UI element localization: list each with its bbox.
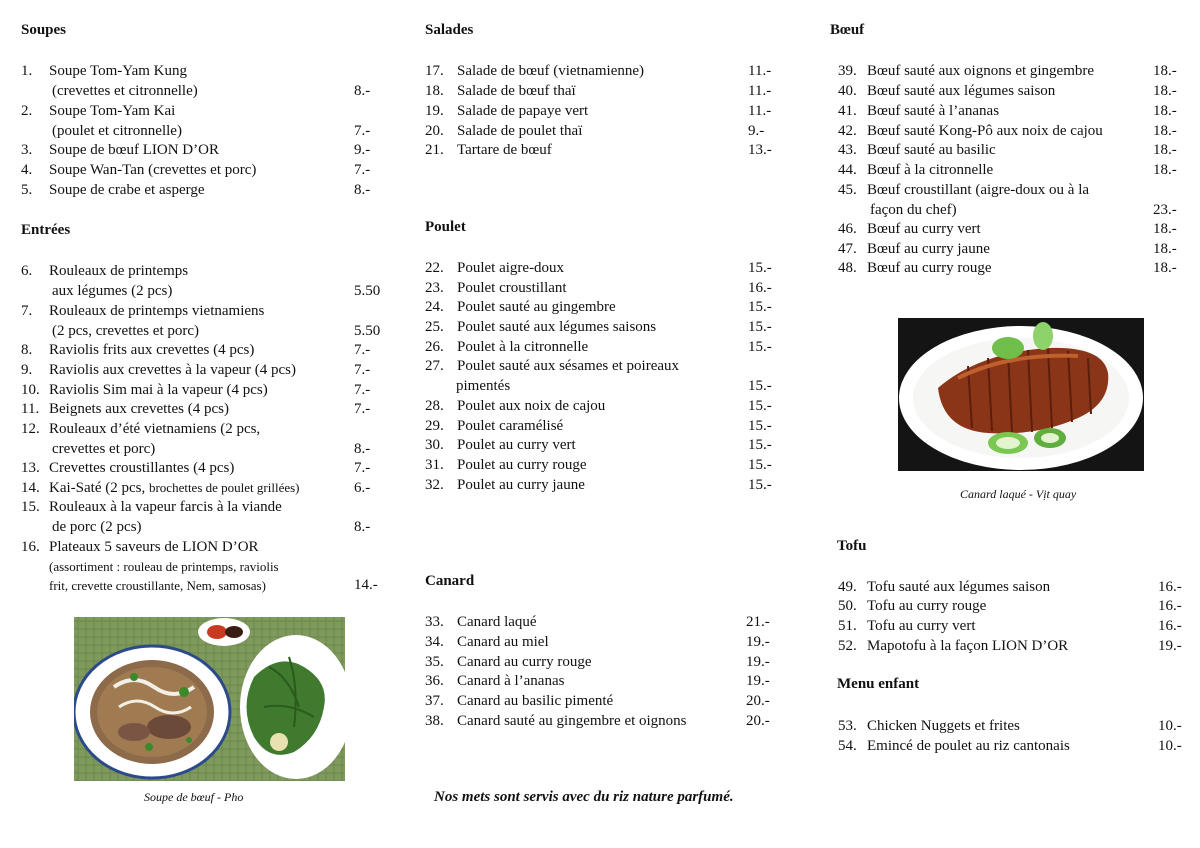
menu-item <box>425 297 785 317</box>
rice-note: Nos mets sont servis avec du riz nature parfumé. <box>434 789 734 805</box>
section-heading-poulet: Poulet <box>425 219 466 235</box>
menu-item <box>838 160 1188 180</box>
menu-item <box>425 455 785 475</box>
item-name: Tartare de bœuf <box>457 142 552 158</box>
item-price: 7.- <box>354 162 371 178</box>
menu-item <box>21 180 381 200</box>
item-number: 25. <box>425 319 444 335</box>
item-price: 18.- <box>1153 162 1177 178</box>
menu-item <box>21 160 381 180</box>
item-price: 15.- <box>748 457 772 473</box>
item-number: 38. <box>425 713 444 729</box>
menu-item <box>21 419 386 459</box>
item-name: Mapotofu à la façon LION D’OR <box>867 638 1069 654</box>
menu-item <box>425 691 785 711</box>
item-price: 11.- <box>748 63 772 79</box>
menu-item <box>425 278 785 298</box>
item-number: 1. <box>21 63 33 79</box>
item-price: 20.- <box>746 693 770 709</box>
item-number: 41. <box>838 103 857 119</box>
menu-item <box>425 101 785 121</box>
menu-item <box>425 337 785 357</box>
item-price: 18.- <box>1153 260 1177 276</box>
item-number: 2. <box>21 103 33 119</box>
item-price: 15.- <box>748 319 772 335</box>
item-name: Raviolis Sim mai à la vapeur (4 pcs) <box>49 382 268 398</box>
item-name-line2: crevettes et porc) <box>52 441 156 457</box>
item-name: Plateaux 5 saveurs de LION D’OR <box>49 539 259 555</box>
item-price: 5.50 <box>354 323 381 339</box>
menu-item <box>838 180 1188 220</box>
item-name: Poulet croustillant <box>457 280 567 296</box>
item-name: Poulet sauté au gingembre <box>457 299 616 315</box>
item-name: Poulet à la citronnelle <box>457 339 589 355</box>
menu-item <box>425 671 785 691</box>
item-price: 8.- <box>354 441 371 457</box>
item-price: 18.- <box>1153 221 1177 237</box>
item-number: 8. <box>21 342 33 358</box>
canard-caption: Canard laqué - Vịt quay <box>960 487 1077 501</box>
canard-photo <box>898 318 1144 471</box>
item-name: Salade de poulet thaï <box>457 123 583 139</box>
item-number: 40. <box>838 83 857 99</box>
item-price: 15.- <box>748 398 772 414</box>
menu-item <box>838 596 1188 616</box>
menu-item <box>425 81 785 101</box>
section-heading-tofu: Tofu <box>837 538 867 554</box>
item-name: Bœuf au curry jaune <box>867 241 990 257</box>
item-number: 30. <box>425 437 444 453</box>
item-name: Poulet aux noix de cajou <box>457 398 606 414</box>
menu-item <box>21 340 386 360</box>
menu-item <box>21 458 386 478</box>
menu-item <box>21 261 386 301</box>
item-number: 44. <box>838 162 857 178</box>
item-name: Bœuf à la citronnelle <box>867 162 994 178</box>
menu-item <box>838 140 1188 160</box>
item-price: 11.- <box>748 103 772 119</box>
pho-caption: Soupe de bœuf - Pho <box>144 790 244 804</box>
item-name-line2: (2 pcs, crevettes et porc) <box>52 323 200 339</box>
section-heading-entrees: Entrées <box>21 222 71 238</box>
menu-item <box>21 140 381 160</box>
item-price: 21.- <box>746 614 770 630</box>
menu-item <box>838 736 1188 756</box>
item-number: 6. <box>21 263 33 279</box>
item-number: 37. <box>425 693 444 709</box>
item-number: 3. <box>21 142 33 158</box>
item-price: 18.- <box>1153 241 1177 257</box>
item-price: 11.- <box>748 83 772 99</box>
item-name: Bœuf sauté aux oignons et gingembre <box>867 63 1095 79</box>
menu-item <box>21 380 386 400</box>
item-price: 7.- <box>354 460 371 476</box>
section-heading-menu-enfant: Menu enfant <box>837 676 920 692</box>
item-name: Raviolis frits aux crevettes (4 pcs) <box>49 342 255 358</box>
item-number: 54. <box>838 738 857 754</box>
item-price: 16.- <box>748 280 772 296</box>
item-number: 39. <box>838 63 857 79</box>
item-number: 28. <box>425 398 444 414</box>
item-name: Salade de bœuf thaï <box>457 83 576 99</box>
item-name: Poulet sauté aux sésames et poireaux <box>457 358 680 374</box>
item-price: 19.- <box>746 673 770 689</box>
item-name: Salade de papaye vert <box>457 103 589 119</box>
menu-item <box>838 577 1188 597</box>
menu-item <box>21 497 386 537</box>
menu-item <box>838 101 1188 121</box>
item-price: 20.- <box>746 713 770 729</box>
item-price: 13.- <box>748 142 772 158</box>
item-name: Crevettes croustillantes (4 pcs) <box>49 460 235 476</box>
item-name: Poulet sauté aux légumes saisons <box>457 319 657 335</box>
item-name: Soupe Wan-Tan (crevettes et porc) <box>49 162 257 178</box>
item-price: 7.- <box>354 362 371 378</box>
item-number: 20. <box>425 123 444 139</box>
item-name: Soupe Tom-Yam Kai <box>49 103 176 119</box>
item-name-line2: (poulet et citronnelle) <box>52 123 182 139</box>
section-heading-canard: Canard <box>425 573 475 589</box>
menu-item <box>425 632 785 652</box>
menu-item <box>425 121 785 141</box>
item-number: 12. <box>21 421 40 437</box>
menu-item <box>425 258 785 278</box>
menu-item <box>425 317 785 337</box>
item-number: 4. <box>21 162 33 178</box>
item-number: 26. <box>425 339 444 355</box>
item-number: 43. <box>838 142 857 158</box>
item-number: 21. <box>425 142 444 158</box>
item-number: 9. <box>21 362 33 378</box>
item-price: 6.- <box>354 480 371 496</box>
menu-item <box>838 219 1188 239</box>
item-price: 15.- <box>748 378 772 394</box>
menu-item <box>21 301 386 341</box>
item-number: 46. <box>838 221 857 237</box>
item-name-line2: pimentés <box>456 378 511 394</box>
menu-item <box>838 716 1188 736</box>
item-number: 42. <box>838 123 857 139</box>
menu-item <box>838 239 1188 259</box>
item-price: 15.- <box>748 260 772 276</box>
item-number: 11. <box>21 401 40 417</box>
menu-item <box>425 475 785 495</box>
item-name: Poulet au curry rouge <box>457 457 587 473</box>
menu-item <box>21 478 386 498</box>
item-number: 52. <box>838 638 857 654</box>
item-price: 16.- <box>1158 579 1182 595</box>
item-name: Poulet au curry jaune <box>457 477 585 493</box>
menu-item <box>21 360 386 380</box>
item-price: 16.- <box>1158 618 1182 634</box>
item-price: 10.- <box>1158 718 1182 734</box>
menu-item <box>425 652 785 672</box>
item-price: 8.- <box>354 83 371 99</box>
item-number: 16. <box>21 539 40 555</box>
item-name-main: Kai-Saté (2 pcs, <box>49 480 146 496</box>
item-number: 34. <box>425 634 444 650</box>
menu-item <box>838 121 1188 141</box>
item-price: 18.- <box>1153 123 1177 139</box>
item-name-line2: façon du chef) <box>870 202 957 218</box>
item-price: 7.- <box>354 382 371 398</box>
item-number: 22. <box>425 260 444 276</box>
item-price: 18.- <box>1153 103 1177 119</box>
item-number: 31. <box>425 457 444 473</box>
item-name-line2: (crevettes et citronnelle) <box>52 83 198 99</box>
item-name: Bœuf sauté au basilic <box>867 142 996 158</box>
item-price: 19.- <box>746 634 770 650</box>
item-number: 45. <box>838 182 857 198</box>
menu-item <box>425 416 785 436</box>
item-name-line3: frit, crevette croustillante, Nem, samosas) <box>49 578 266 593</box>
item-name: Canard au basilic pimenté <box>457 693 614 709</box>
menu-item <box>838 258 1188 278</box>
section-heading-salades: Salades <box>425 22 474 38</box>
item-price: 9.- <box>748 123 765 139</box>
item-price: 15.- <box>748 418 772 434</box>
item-price: 18.- <box>1153 63 1177 79</box>
item-price: 8.- <box>354 182 371 198</box>
item-price: 10.- <box>1158 738 1182 754</box>
item-number: 18. <box>425 83 444 99</box>
item-price: 7.- <box>354 123 371 139</box>
item-price: 16.- <box>1158 598 1182 614</box>
item-name: Soupe de bœuf LION D’OR <box>49 142 219 158</box>
item-name: Emincé de poulet au riz cantonais <box>867 738 1070 754</box>
item-number: 47. <box>838 241 857 257</box>
item-number: 50. <box>838 598 857 614</box>
item-number: 24. <box>425 299 444 315</box>
item-number: 14. <box>21 480 40 496</box>
item-name: Poulet au curry vert <box>457 437 576 453</box>
item-price: 8.- <box>354 519 371 535</box>
item-name: Canard à l’ananas <box>457 673 565 689</box>
section-heading-boeuf: Bœuf <box>830 22 865 38</box>
item-name-line2: (assortiment : rouleau de printemps, raviolis <box>49 559 279 574</box>
item-price: 15.- <box>748 477 772 493</box>
item-number: 7. <box>21 303 33 319</box>
item-number: 10. <box>21 382 40 398</box>
item-price: 7.- <box>354 342 371 358</box>
menu-item <box>838 61 1188 81</box>
item-price: 19.- <box>746 654 770 670</box>
item-price: 19.- <box>1158 638 1182 654</box>
item-name: Canard au curry rouge <box>457 654 592 670</box>
menu-item <box>425 356 785 396</box>
item-name: Bœuf au curry vert <box>867 221 981 237</box>
item-name: Rouleaux à la vapeur farcis à la viande <box>49 499 282 515</box>
item-name: Rouleaux d’été vietnamiens (2 pcs, <box>49 421 261 437</box>
menu-item <box>425 435 785 455</box>
menu-item <box>838 81 1188 101</box>
item-name-line2: aux légumes (2 pcs) <box>52 283 173 299</box>
menu-item <box>425 61 785 81</box>
item-price: 7.- <box>354 401 371 417</box>
item-number: 5. <box>21 182 33 198</box>
menu-item <box>21 537 386 597</box>
menu-item <box>838 636 1188 656</box>
item-name: Raviolis aux crevettes à la vapeur (4 pcs) <box>49 362 296 378</box>
item-price: 15.- <box>748 299 772 315</box>
item-price: 5.50 <box>354 283 381 299</box>
item-price: 18.- <box>1153 142 1177 158</box>
item-name: Chicken Nuggets et frites <box>867 718 1020 734</box>
menu-item <box>425 396 785 416</box>
pho-image <box>74 617 345 781</box>
item-name <box>49 478 300 498</box>
item-name: Canard au miel <box>457 634 549 650</box>
item-price: 15.- <box>748 437 772 453</box>
item-price: 9.- <box>354 142 371 158</box>
item-name: Rouleaux de printemps vietnamiens <box>49 303 265 319</box>
item-price: 23.- <box>1153 202 1177 218</box>
item-number: 17. <box>425 63 444 79</box>
menu-item <box>425 140 785 160</box>
item-number: 51. <box>838 618 857 634</box>
item-number: 53. <box>838 718 857 734</box>
item-name-detail: brochettes de poulet grillées) <box>148 480 300 495</box>
item-name: Poulet caramélisé <box>457 418 564 434</box>
item-name: Tofu au curry rouge <box>867 598 987 614</box>
item-name: Canard sauté au gingembre et oignons <box>457 713 687 729</box>
item-name: Bœuf croustillant (aigre-doux ou à la <box>867 182 1090 198</box>
item-number: 49. <box>838 579 857 595</box>
menu-item <box>21 61 381 101</box>
item-number: 15. <box>21 499 40 515</box>
item-name: Poulet aigre-doux <box>457 260 565 276</box>
item-price: 18.- <box>1153 83 1177 99</box>
item-name: Bœuf sauté aux légumes saison <box>867 83 1056 99</box>
item-name: Soupe de crabe et asperge <box>49 182 205 198</box>
item-name: Bœuf sauté à l’ananas <box>867 103 1000 119</box>
item-number: 13. <box>21 460 40 476</box>
item-name: Tofu sauté aux légumes saison <box>867 579 1051 595</box>
item-price: 14.- <box>354 577 378 593</box>
item-name: Bœuf au curry rouge <box>867 260 992 276</box>
item-number: 27. <box>425 358 444 374</box>
menu-item <box>838 616 1188 636</box>
item-name: Salade de bœuf (vietnamienne) <box>457 63 645 79</box>
item-name: Rouleaux de printemps <box>49 263 189 279</box>
item-number: 23. <box>425 280 444 296</box>
canard-image <box>898 318 1144 471</box>
item-price: 15.- <box>748 339 772 355</box>
item-number: 32. <box>425 477 444 493</box>
item-name: Beignets aux crevettes (4 pcs) <box>49 401 229 417</box>
item-name: Bœuf sauté Kong-Pô aux noix de cajou <box>867 123 1103 139</box>
menu-item <box>21 399 386 419</box>
item-name: Soupe Tom-Yam Kung <box>49 63 187 79</box>
item-number: 48. <box>838 260 857 276</box>
section-heading-soupes: Soupes <box>21 22 67 38</box>
item-number: 29. <box>425 418 444 434</box>
menu-item <box>425 711 785 731</box>
item-name: Canard laqué <box>457 614 537 630</box>
item-number: 33. <box>425 614 444 630</box>
menu-item <box>21 101 381 141</box>
item-name-line2: de porc (2 pcs) <box>52 519 142 535</box>
menu-item <box>425 612 785 632</box>
item-number: 35. <box>425 654 444 670</box>
item-name: Tofu au curry vert <box>867 618 976 634</box>
item-number: 19. <box>425 103 444 119</box>
item-number: 36. <box>425 673 444 689</box>
pho-photo <box>74 617 345 781</box>
